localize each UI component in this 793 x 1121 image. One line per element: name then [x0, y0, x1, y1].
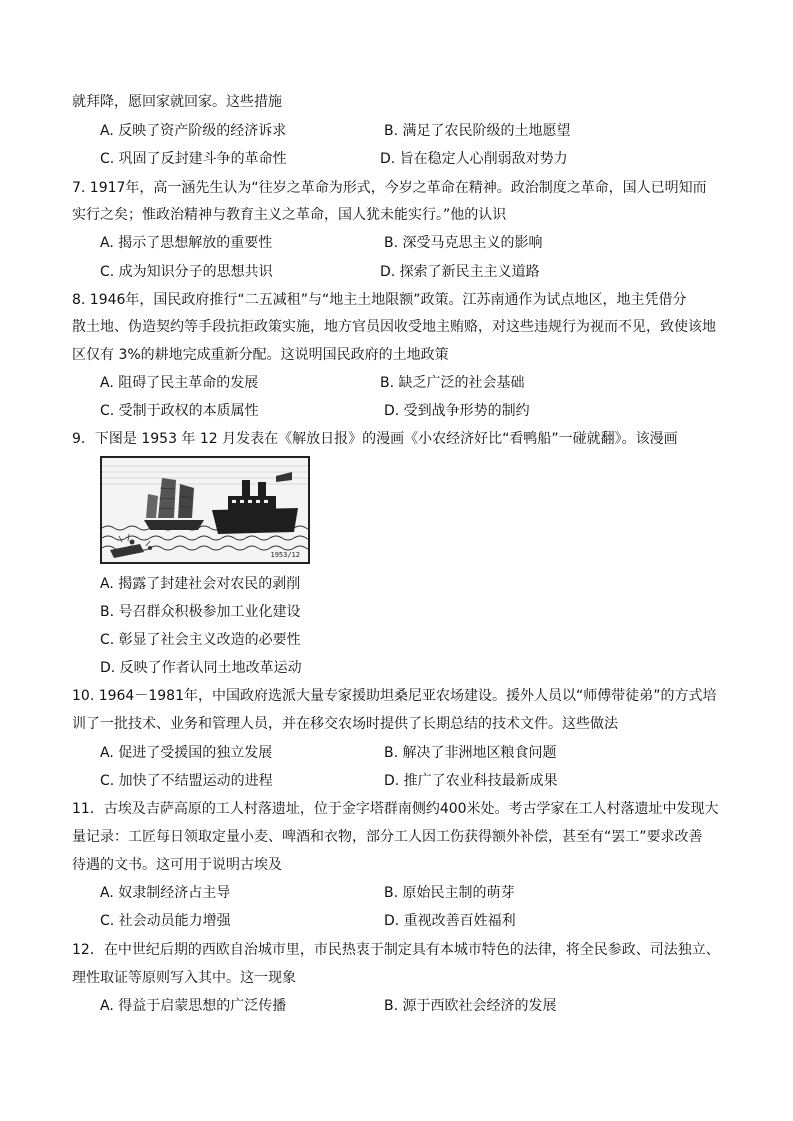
q9-option-a: A. 揭露了封建社会对农民的剥削 — [100, 576, 301, 592]
q10-option-d: D. 推广了农业科技最新成果 — [384, 773, 558, 789]
q6-option-a: A. 反映了资产阶级的经济诉求 — [100, 123, 287, 139]
q10-option-c: C. 加快了不结盟运动的进程 — [100, 773, 273, 789]
q12-stem-line-1: 12．在中世纪后期的西欧自治城市里，市民热衷于制定具有本城市特色的法律，将全民参政、司法独立、 — [72, 942, 720, 958]
q11-option-c: C. 社会动员能力增强 — [100, 913, 231, 929]
q10-stem-line-2: 训了一批技术、业务和管理人员，并在移交农场时提供了长期总结的技术文件。这些做法 — [72, 716, 618, 732]
q11-stem-line-3: 待遇的文书。这可用于说明古埃及 — [72, 857, 282, 873]
q8-stem-line-3: 区仅有 3%的耕地完成重新分配。这说明国民政府的土地政策 — [72, 347, 449, 363]
q10-option-a: A. 促进了受援国的独立发展 — [100, 745, 273, 761]
q10-option-b: B. 解决了非洲地区粮食问题 — [384, 745, 557, 761]
q10-stem-line-1: 10. 1964－1981年，中国政府选派大量专家援助坦桑尼亚农场建设。援外人员以“师傅带徒弟”的方式培 — [72, 688, 717, 704]
q7-option-c: C. 成为知识分子的思想共识 — [100, 264, 273, 280]
q11-stem-line-2: 量记录：工匠每日领取定量小麦、啤酒和衣物，部分工人因工伤获得额外补偿，甚至有“罢工”要求改善 — [72, 829, 703, 845]
cartoon-image — [100, 456, 310, 564]
q8-option-c: C. 受制于政权的本质属性 — [100, 403, 259, 419]
q11-option-d: D. 重视改善百姓福利 — [384, 913, 516, 929]
q9-option-d: D. 反映了作者认同土地改革运动 — [100, 660, 302, 676]
q12-option-b: B. 源于西欧社会经济的发展 — [384, 998, 557, 1014]
q11-option-b: B. 原始民主制的萌芽 — [384, 885, 515, 901]
q7-stem-line-2: 实行之矣；惟政治精神与教育主义之革命，国人犹未能实行。”他的认识 — [72, 207, 507, 223]
q8-option-a: A. 阻碍了民主革命的发展 — [100, 375, 259, 391]
q9-option-c: C. 彰显了社会主义改造的必要性 — [100, 632, 301, 648]
q12-option-a: A. 得益于启蒙思想的广泛传播 — [100, 998, 287, 1014]
q8-stem-line-1: 8. 1946年，国民政府推行“二五减租”与“地主土地限额”政策。江苏南通作为试点地区，地主凭借分 — [72, 292, 687, 308]
q8-option-b: B. 缺乏广泛的社会基础 — [380, 375, 525, 391]
q6-option-c: C. 巩固了反封建斗争的革命性 — [100, 151, 287, 167]
q8-option-d: D. 受到战争形势的制约 — [384, 403, 530, 419]
q9-stem-line-1: 9．下图是 1953 年 12 月发表在《解放日报》的漫画《小农经济好比“看鸭船”一碰就翻》。该漫画 — [72, 431, 678, 447]
q12-stem-line-2: 理性取证等原则写入其中。这一现象 — [72, 970, 296, 986]
q7-option-d: D. 探索了新民主主义道路 — [380, 264, 540, 280]
q6-tail-text: 就拜降，愿回家就回家。这些措施 — [72, 94, 282, 110]
cartoon-drawing — [102, 458, 308, 562]
q6-option-b: B. 满足了农民阶级的土地愿望 — [384, 123, 571, 139]
q7-option-b: B. 深受马克思主义的影响 — [384, 235, 543, 251]
q11-option-a: A. 奴隶制经济占主导 — [100, 885, 231, 901]
q6-option-d: D. 旨在稳定人心削弱敌对势力 — [380, 151, 568, 167]
q9-option-b: B. 号召群众积极参加工业化建设 — [100, 604, 301, 620]
q7-stem-line-1: 7. 1917年，高一涵先生认为“往岁之革命为形式，今岁之革命在精神。政治制度之革命，国人已明知而 — [72, 180, 707, 196]
q8-stem-line-2: 散土地、伪造契约等手段抗拒政策实施，地方官员因收受地主贿赂，对这些违规行为视而不见，致使该地 — [72, 319, 716, 335]
cartoon-date-label: 1953/12 — [270, 551, 300, 559]
q11-stem-line-1: 11．古埃及吉萨高原的工人村落遗址，位于金字塔群南侧约400米处。考古学家在工人村落遗址中发现大 — [72, 801, 719, 817]
q7-option-a: A. 揭示了思想解放的重要性 — [100, 235, 273, 251]
